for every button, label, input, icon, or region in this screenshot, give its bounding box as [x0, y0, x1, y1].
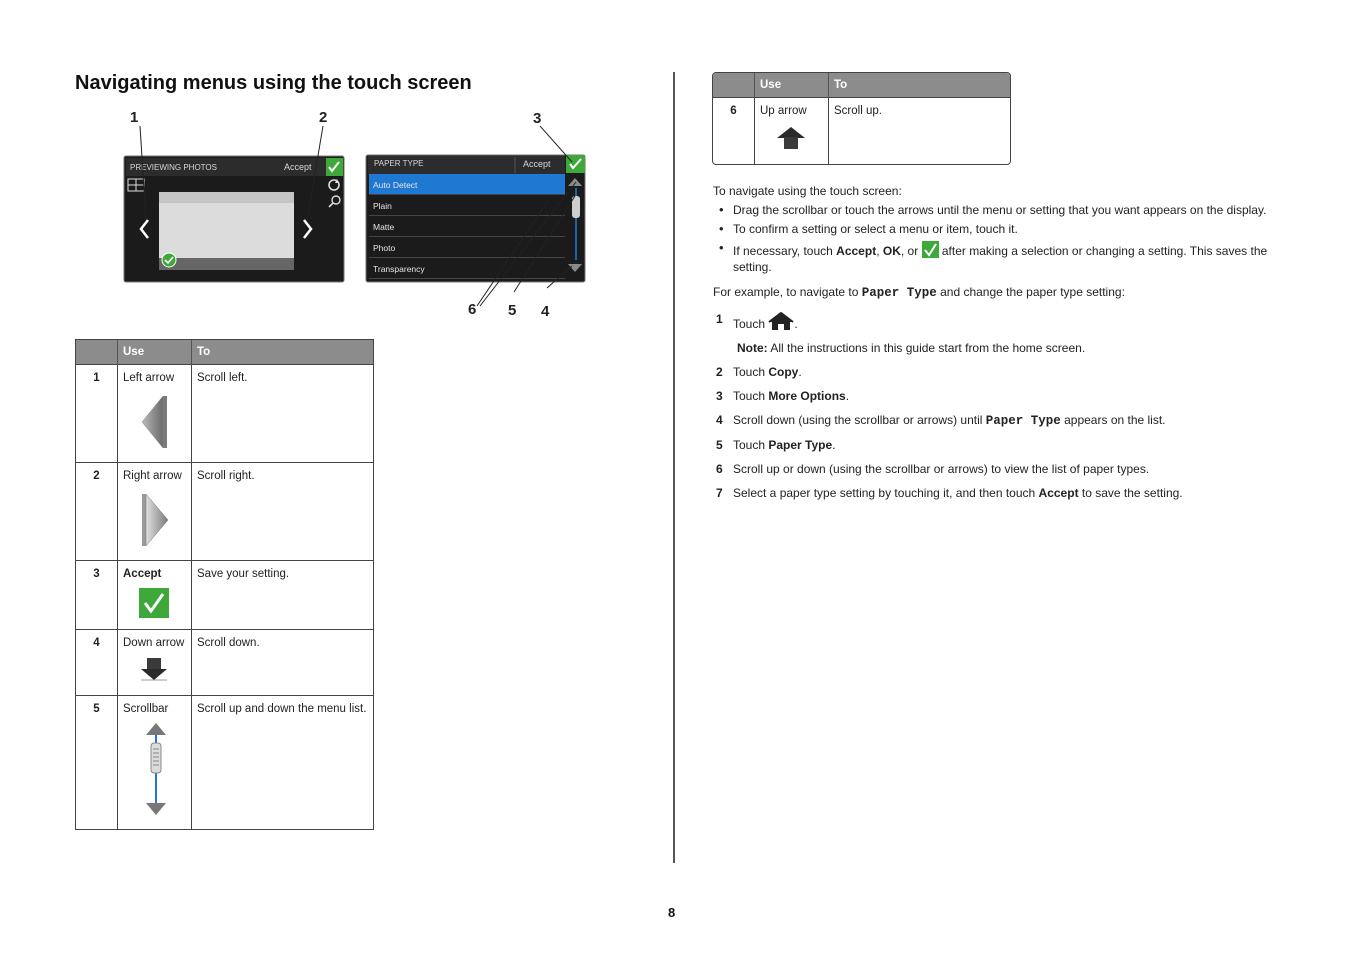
intro-text: To navigate using the touch screen: [713, 184, 902, 198]
up-arrow-table [712, 72, 1011, 165]
step-item: 3 Touch More Options. [716, 389, 850, 403]
home-icon [768, 312, 794, 331]
step-item: 5 Touch Paper Type. [716, 438, 836, 452]
header-to: To [192, 340, 373, 365]
callout-1: 1 [130, 109, 139, 126]
header-to: To [829, 73, 1010, 98]
right-arrow-icon [139, 492, 173, 548]
header-use: Use [755, 73, 829, 98]
table-row: 3 Accept Save your setting. [76, 561, 373, 630]
bullet-item: • Drag the scrollbar or touch the arrows until the menu or setting that you want appears on the display. [713, 203, 1293, 217]
paper-type-item-label: Photo [373, 243, 396, 253]
paper-type-item-label: Transparency [373, 264, 425, 274]
preview-accept-label[interactable]: Accept [284, 162, 312, 172]
paper-type-item-label: Matte [373, 222, 395, 232]
example-intro: For example, to navigate to Paper Type and change the paper type setting: [713, 285, 1125, 300]
navigation-instructions [713, 184, 1293, 500]
column-divider [673, 72, 675, 863]
header-num [76, 340, 118, 365]
bullet-item: • To confirm a setting or select a menu or item, touch it. [713, 222, 1293, 236]
paper-type-accept-label[interactable]: Accept [523, 159, 551, 169]
controls-table [75, 339, 374, 830]
callout-2: 2 [319, 109, 328, 126]
bullet-item: • If necessary, touch Accept, OK, or after making a selection or changing a setting. This saves the setting. [713, 241, 1293, 275]
selected-photo-check-icon [162, 253, 176, 267]
paper-type-item[interactable] [369, 195, 565, 215]
screens-svg [110, 108, 600, 323]
paper-type-list [369, 174, 565, 279]
note-text: Note: All the instructions in this guide start from the home screen. [737, 341, 1086, 355]
callout-4: 4 [541, 303, 550, 320]
step-item: 4 Scroll down (using the scrollbar or arrows) until Paper Type appears on the list. [716, 413, 1166, 428]
up-arrow-icon [775, 125, 807, 151]
touch-screen-illustration [110, 108, 600, 323]
paper-type-screen [366, 155, 585, 282]
step-item: 2 Touch Copy. [716, 365, 802, 379]
page-title: Navigating menus using the touch screen [75, 72, 472, 94]
checkmark-icon [922, 241, 939, 258]
header-use: Use [118, 340, 192, 365]
down-arrow-icon [139, 656, 169, 682]
preview-screen-header: PREVIEWING PHOTOS [130, 163, 217, 172]
scrollbar-icon [143, 721, 169, 817]
page-number: 8 [668, 905, 676, 920]
callout-6: 6 [468, 301, 477, 318]
preview-screen [124, 156, 344, 282]
table-row: 5 Scrollbar Scroll up and down the menu list. [76, 696, 373, 829]
table-row: 4 Down arrow Scroll down. [76, 630, 373, 696]
step-item: 6 Scroll up or down (using the scrollbar or arrows) to view the list of paper types. [716, 462, 1150, 476]
paper-type-header: PAPER TYPE [374, 159, 424, 168]
table-row: 1 Left arrow Scroll left. [76, 365, 373, 463]
step-item: 7 Select a paper type setting by touching it, and then touch Accept to save the setting. [716, 486, 1183, 500]
paper-type-item-label: Plain [373, 201, 392, 211]
paper-type-item[interactable] [369, 237, 565, 257]
table-row: 6 Up arrow Scroll up. [713, 98, 1010, 164]
callout-3: 3 [533, 110, 542, 127]
paper-type-item-label: Auto Detect [373, 180, 418, 190]
callout-5: 5 [508, 302, 517, 319]
left-arrow-icon [139, 394, 173, 450]
checkmark-icon [139, 588, 169, 618]
step-item: 1 Touch . [716, 312, 798, 331]
header-num [713, 73, 755, 98]
table-row: 2 Right arrow Scroll right. [76, 463, 373, 561]
